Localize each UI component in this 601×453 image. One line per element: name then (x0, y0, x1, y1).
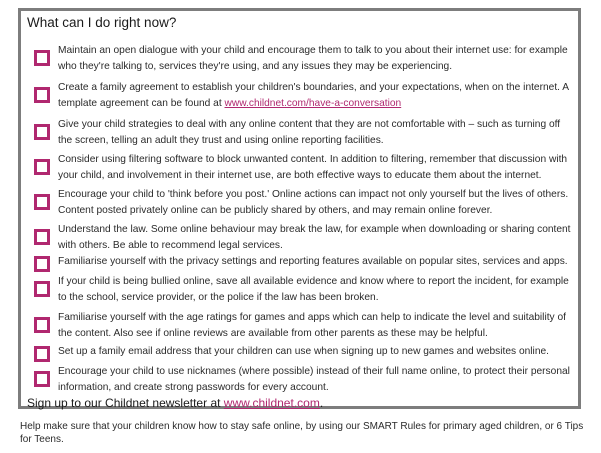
checkbox[interactable] (34, 50, 50, 66)
checkbox[interactable] (34, 194, 50, 210)
item-text: If your child is being bullied online, save all available evidence and know where to report the incident, for example to the school, service provider, or the police if the law has been broken. (58, 276, 569, 303)
item-text (58, 80, 573, 111)
checkbox[interactable] (34, 281, 50, 297)
section-heading: What can I do right now? (27, 15, 177, 30)
childnet-link[interactable]: www.childnet.com (223, 396, 320, 410)
have-a-conversation-link[interactable]: www.childnet.com/have-a-conversation (224, 97, 402, 109)
item-text: Familiarise yourself with the age ratings for games and apps which can help to indicate the level and suitability of the content. Also see if online reviews are available from other parents as these may be helpful. (58, 312, 566, 339)
checkbox[interactable] (34, 159, 50, 175)
item-text: Familiarise yourself with the privacy settings and reporting features available on popular sites, services and apps. (58, 256, 568, 267)
item-text: Maintain an open dialogue with your child and encourage them to talk to you about their internet use: for example who they're talking to, services they're using, and any issues they may be experiencing. (58, 45, 568, 72)
footer-note: Help make sure that your children know how to stay safe online, by using our SMART Rules for primary aged children, or 6 Tips for Teens. (20, 421, 584, 445)
checkbox[interactable] (34, 256, 50, 272)
item-text: Consider using filtering software to block unwanted content. In addition to filtering, remember that discussion with your child, and involvement in their internet use, are both effective ways to educate them about the internet. (58, 154, 568, 181)
checkbox[interactable] (34, 229, 50, 245)
newsletter-prefix: Sign up to our Childnet newsletter at (27, 396, 224, 410)
checkbox[interactable] (34, 346, 50, 362)
action-checklist-panel (18, 8, 581, 409)
item-text: Encourage your child to use nicknames (where possible) instead of their full name online, to protect their personal information, and create strong passwords for every account. (58, 366, 570, 393)
checkbox[interactable] (34, 87, 50, 103)
newsletter-suffix: . (319, 396, 324, 410)
checkbox[interactable] (34, 317, 50, 333)
item-text: Understand the law. Some online behaviour may break the law, for example when downloading or sharing content with others. Be able to recommend legal services. (58, 224, 571, 251)
newsletter-line (27, 396, 323, 410)
checkbox[interactable] (34, 124, 50, 140)
item-text: Give your child strategies to deal with any online content that they are not comfortable with – such as turning off the screen, telling an adult they trust and using online reporting facilities. (58, 119, 561, 146)
checkbox[interactable] (34, 371, 50, 387)
item-text: Set up a family email address that your children can use when signing up to new games and websites online. (58, 346, 549, 357)
item-text-body: Create a family agreement to establish your children's boundaries, and your expectations, when on the internet. A template agreement can be found at (58, 82, 569, 109)
item-text: Encourage your child to 'think before you post.' Online actions can impact not only yourself but the lives of others. Content posted privately online can be publicly shared by others, and may remain online forever. (58, 189, 569, 216)
